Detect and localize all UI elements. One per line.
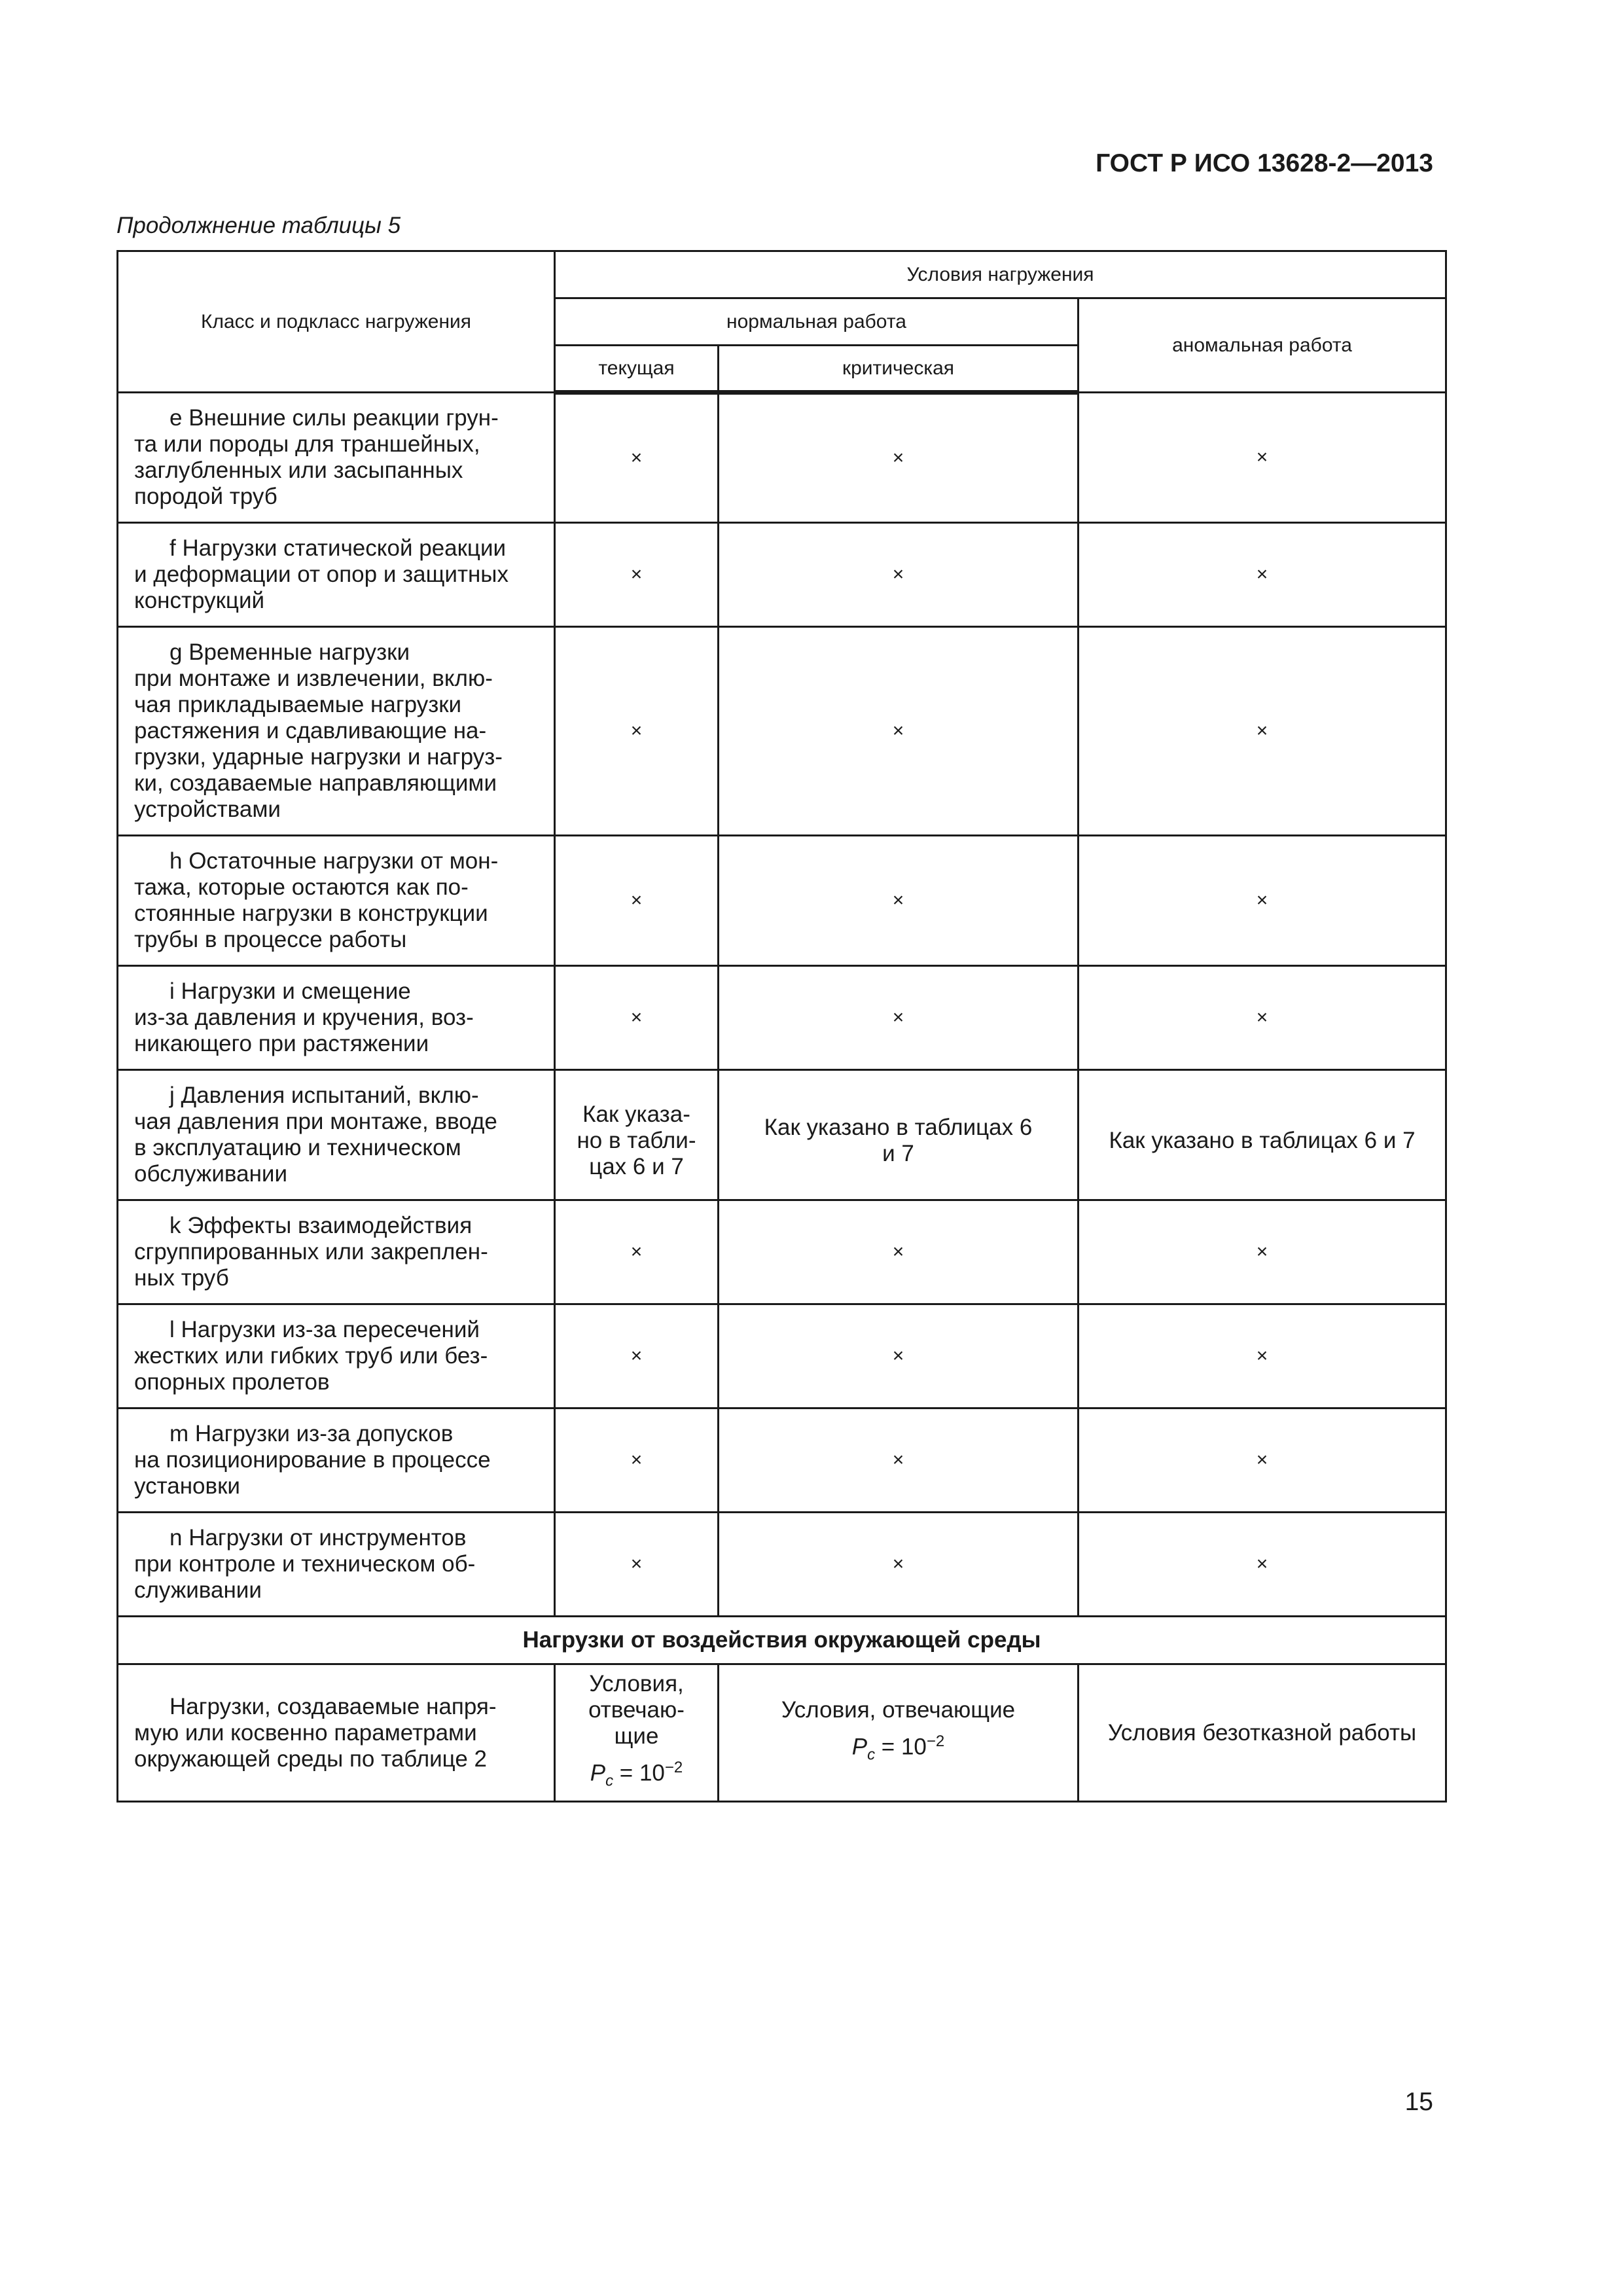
abnormal-cell: × — [1079, 1513, 1446, 1617]
load-class-text: k Эффекты взаимодействия сгруппированных или закреплен- ных труб — [134, 1213, 488, 1291]
load-class-cell — [118, 966, 555, 1070]
column-header-conditions: Условия нагружения — [555, 251, 1446, 298]
abnormal-cell: × — [1079, 836, 1446, 966]
probability-formula — [719, 1729, 1077, 1768]
page-number: 15 — [1404, 2088, 1433, 2116]
abnormal-cell: × — [1079, 523, 1446, 627]
formula-eq: = 10 — [613, 1760, 665, 1786]
table-row — [118, 1664, 1446, 1802]
column-header-normal: нормальная работа — [555, 298, 1079, 346]
table-row — [118, 1070, 1446, 1200]
load-class-cell — [118, 1664, 555, 1802]
current-cell: × — [555, 393, 719, 523]
probability-formula — [556, 1755, 717, 1795]
abnormal-cell: × — [1079, 1304, 1446, 1408]
abnormal-cell: Как указано в таблицах 6 и 7 — [1079, 1070, 1446, 1200]
current-cell: × — [555, 1408, 719, 1513]
current-cell: × — [555, 1200, 719, 1304]
load-class-text: h Остаточные нагрузки от мон- тажа, которые остаются как по- стоянные нагрузки в конструкции трубы в процессе работы — [134, 848, 499, 952]
formula-sub: c — [605, 1772, 614, 1790]
current-cell: × — [555, 523, 719, 627]
abnormal-cell: × — [1079, 1200, 1446, 1304]
abnormal-cell: × — [1079, 1408, 1446, 1513]
load-class-text: e Внешние силы реакции грун- та или породы для траншейных, заглубленных или засыпанных породой труб — [134, 405, 499, 509]
table-row — [118, 1304, 1446, 1408]
load-class-text: l Нагрузки из-за пересечений жестких или гибких труб или без- опорных пролетов — [134, 1317, 488, 1395]
table-continuation-caption: Продолжнение таблицы 5 — [116, 213, 401, 238]
critical-cell: × — [719, 393, 1079, 523]
column-header-abnormal: аномальная работа — [1079, 298, 1446, 393]
critical-cell: × — [719, 1304, 1079, 1408]
load-class-cell — [118, 1304, 555, 1408]
table-row — [118, 836, 1446, 966]
current-cell: × — [555, 1513, 719, 1617]
load-class-cell — [118, 1513, 555, 1617]
table-row — [118, 627, 1446, 836]
column-header-current: текущая — [555, 346, 719, 393]
load-class-cell — [118, 1070, 555, 1200]
formula-p: P — [851, 1734, 868, 1760]
table-row — [118, 523, 1446, 627]
abnormal-cell: × — [1079, 966, 1446, 1070]
condition-text: Условия, отвечающие — [781, 1697, 1016, 1723]
critical-cell: × — [719, 1513, 1079, 1617]
load-class-cell — [118, 393, 555, 523]
column-header-class: Класс и подкласс нагружения — [118, 251, 555, 393]
abnormal-cell: × — [1079, 627, 1446, 836]
abnormal-cell: Условия безотказной работы — [1079, 1664, 1446, 1802]
formula-sub: c — [867, 1746, 876, 1764]
table-row — [118, 1408, 1446, 1513]
section-row — [118, 1617, 1446, 1664]
load-class-cell — [118, 1200, 555, 1304]
abnormal-cell: × — [1079, 393, 1446, 523]
current-cell: × — [555, 1304, 719, 1408]
section-title: Нагрузки от воздействия окружающей среды — [118, 1617, 1446, 1664]
current-cell — [555, 1664, 719, 1802]
formula-exp: −2 — [926, 1732, 945, 1751]
loading-conditions-table — [116, 250, 1447, 1803]
critical-cell: × — [719, 1408, 1079, 1513]
formula-p: P — [590, 1760, 606, 1786]
load-class-text: m Нагрузки из-за допусков на позиционирование в процессе установки — [134, 1421, 491, 1499]
load-class-text: i Нагрузки и смещение из-за давления и кручения, воз- никающего при растяжении — [134, 978, 474, 1056]
column-header-critical: критическая — [719, 346, 1079, 393]
critical-cell: Как указано в таблицах 6 и 7 — [719, 1070, 1079, 1200]
document-code: ГОСТ Р ИСО 13628-2—2013 — [1096, 149, 1433, 177]
load-class-text: g Временные нагрузки при монтаже и извлечении, вклю- чая прикладываемые нагрузки растяжения и сдавливающие на- грузки, ударные нагрузки и нагруз- ки, создаваемые направляющими устройствами — [134, 639, 503, 822]
table-row — [118, 393, 1446, 523]
current-cell: × — [555, 627, 719, 836]
current-cell: × — [555, 836, 719, 966]
load-class-cell — [118, 836, 555, 966]
current-cell: Как указа- но в табли- цах 6 и 7 — [555, 1070, 719, 1200]
critical-cell: × — [719, 836, 1079, 966]
condition-text: Условия, отвечаю- щие — [588, 1671, 685, 1749]
critical-cell: × — [719, 523, 1079, 627]
table-row — [118, 966, 1446, 1070]
load-class-text: f Нагрузки статической реакции и деформации от опор и защитных конструкций — [134, 535, 508, 613]
formula-eq: = 10 — [875, 1734, 927, 1760]
critical-cell: × — [719, 966, 1079, 1070]
load-class-cell — [118, 627, 555, 836]
load-class-text: n Нагрузки от инструментов при контроле и техническом об- служивании — [134, 1525, 476, 1603]
table-row — [118, 1513, 1446, 1617]
load-class-cell — [118, 523, 555, 627]
formula-exp: −2 — [664, 1759, 683, 1777]
table-row — [118, 1200, 1446, 1304]
load-class-cell — [118, 1408, 555, 1513]
critical-cell: × — [719, 627, 1079, 836]
critical-cell: × — [719, 1200, 1079, 1304]
current-cell: × — [555, 966, 719, 1070]
critical-cell — [719, 1664, 1079, 1802]
load-class-text: j Давления испытаний, вклю- чая давления при монтаже, вводе в эксплуатацию и техническом обслуживании — [134, 1083, 497, 1187]
load-class-text: Нагрузки, создаваемые напря- мую или косвенно параметрами окружающей среды по таблице 2 — [134, 1693, 497, 1772]
